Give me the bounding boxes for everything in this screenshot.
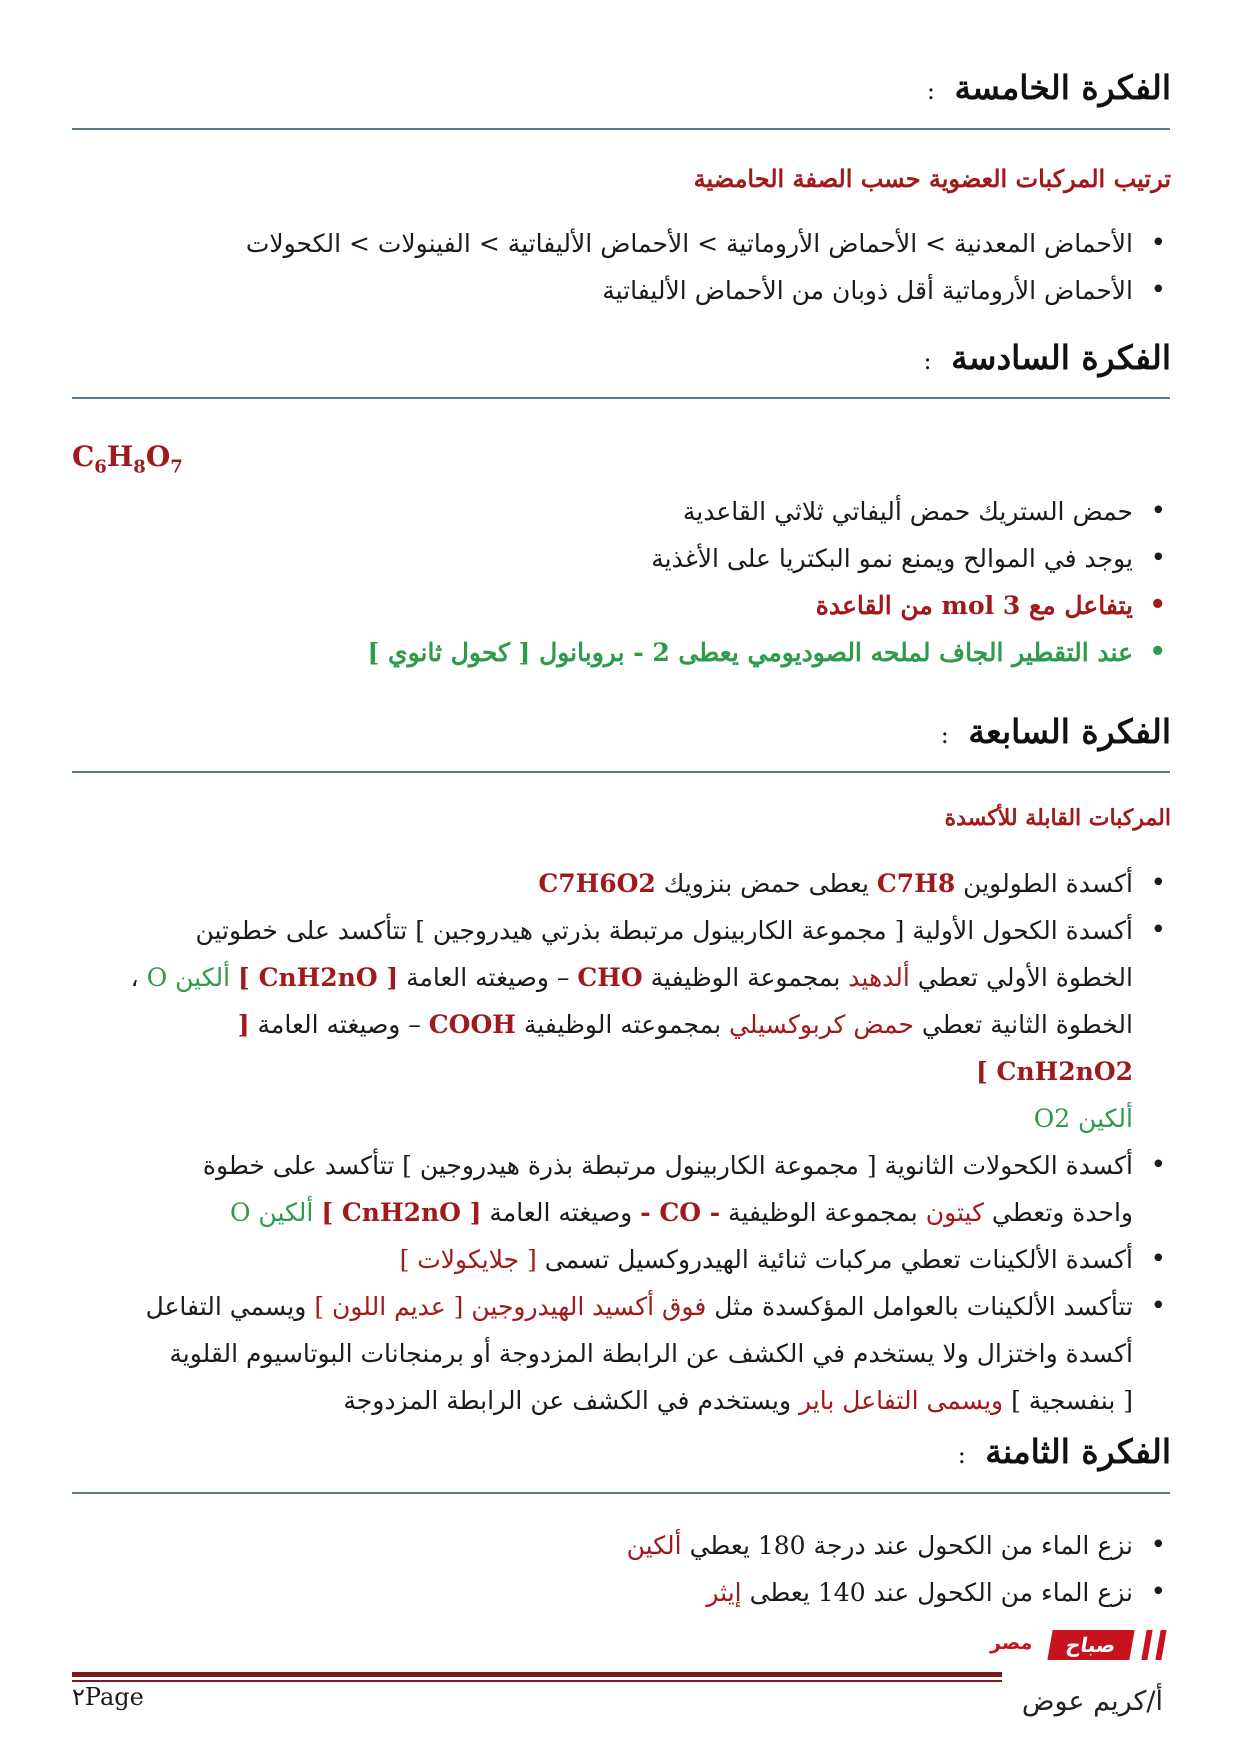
section8-heading-colon: : bbox=[957, 1441, 966, 1469]
logo-word: مصر bbox=[990, 1632, 1033, 1654]
list-item: • تتأكسد الألكينات بالعوامل المؤكسدة مثل فوق أكسيد الهيدروجين [ عديم اللون ] ويسمي التفاعل أكسدة واختزال ولا يستخدم في الكشف عن الرابطة المزدوجة أو برمنجانات البوتاسيوم القلوية [ بنفسجية ] ويسمى التفاعل باير ويستخدم في الكشف عن الرابطة المزدوجة bbox=[111, 1283, 1171, 1424]
section8-heading bbox=[958, 1432, 1171, 1471]
citric-acid-formula: $C_6H_8O_7$ bbox=[72, 440, 183, 478]
footer-divider bbox=[72, 1672, 1002, 1677]
list-item: • أكسدة الطولوين C7H8 يعطى حمض بنزويك C7H6O2 bbox=[111, 860, 1171, 907]
list-item: • نزع الماء من الكحول عند درجة 180 يعطي ألكين bbox=[627, 1522, 1171, 1569]
list-item: • عند التقطير الجاف لملحه الصوديومي يعطى 2 - بروبانول [ كحول ثانوي ] bbox=[367, 629, 1171, 676]
list-item: • يتفاعل مع 3 mol من القاعدة bbox=[367, 582, 1171, 629]
list-item: • الأحماض الأروماتية أقل ذوبان من الأحماض الأليفاتية bbox=[246, 267, 1171, 314]
logo-box: صباح bbox=[1047, 1630, 1134, 1660]
section7-heading bbox=[941, 712, 1171, 751]
footer-divider-thin bbox=[72, 1680, 1002, 1682]
section5-heading-text: الفكرة الخامسة bbox=[954, 68, 1171, 107]
list-item: • الأحماض المعدنية > الأحماض الأروماتية > الأحماض الأليفاتية > الفينولات > الكحولات bbox=[246, 220, 1171, 267]
logo-stripe bbox=[1141, 1630, 1152, 1660]
section5-subtitle: ترتيب المركبات العضوية حسب الصفة الحامضية bbox=[693, 164, 1171, 193]
section7-bullet-list bbox=[111, 860, 1171, 1424]
brand-logo bbox=[990, 1626, 1180, 1664]
section6-bullet-list bbox=[367, 488, 1171, 676]
section7-divider bbox=[72, 771, 1170, 773]
author-name: أ/كريم عوض bbox=[1021, 1686, 1163, 1717]
section7-heading-text: الفكرة السابعة bbox=[968, 712, 1171, 751]
section8-divider bbox=[72, 1492, 1170, 1494]
list-item: • يوجد في الموالح ويمنع نمو البكتريا على الأغذية bbox=[367, 535, 1171, 582]
list-item: • أكسدة الكحولات الثانوية [ مجموعة الكاربينول مرتبطة بذرة هيدروجين ] تتأكسد على خطوة واحدة وتعطي كيتون بمجموعة الوظيفية - CO - وصيغته العامة [ CnH2nO ] ألكين O bbox=[111, 1142, 1171, 1236]
section5-bullet-list bbox=[246, 220, 1171, 314]
list-item: • أكسدة الكحول الأولية [ مجموعة الكاربينول مرتبطة بذرتي هيدروجين ] تتأكسد على خطوتين الخطوة الأولي تعطي ألدهيد بمجموعة الوظيفية CHO – وصيغته العامة [ CnH2nO ] ألكين O ، الخطوة الثانية تعطي حمض كربوكسيلي بمجموعته الوظيفية COOH – وصيغته العامة [ CnH2nO2 ] ألكين O2 bbox=[111, 907, 1171, 1142]
section5-divider bbox=[72, 128, 1170, 130]
list-item: • نزع الماء من الكحول عند 140 يعطى إيثر bbox=[627, 1569, 1171, 1616]
section8-heading-text: الفكرة الثامنة bbox=[985, 1432, 1171, 1471]
section6-heading bbox=[924, 338, 1171, 377]
section7-heading-colon: : bbox=[940, 721, 949, 749]
page-number: ٢Page bbox=[72, 1683, 144, 1711]
section6-heading-text: الفكرة السادسة bbox=[951, 338, 1171, 377]
section6-divider bbox=[72, 397, 1170, 399]
section5-heading bbox=[927, 68, 1171, 107]
list-item: • حمض الستريك حمض أليفاتي ثلاثي القاعدية bbox=[367, 488, 1171, 535]
section7-subtitle: المركبات القابلة للأكسدة bbox=[944, 805, 1171, 831]
list-item: • أكسدة الألكينات تعطي مركبات ثنائية الهيدروكسيل تسمى [ جلايكولات ] bbox=[111, 1236, 1171, 1283]
logo-stripe bbox=[1155, 1630, 1166, 1660]
section5-heading-colon: : bbox=[926, 77, 935, 105]
section8-bullet-list bbox=[627, 1522, 1171, 1616]
section6-heading-colon: : bbox=[923, 347, 932, 375]
